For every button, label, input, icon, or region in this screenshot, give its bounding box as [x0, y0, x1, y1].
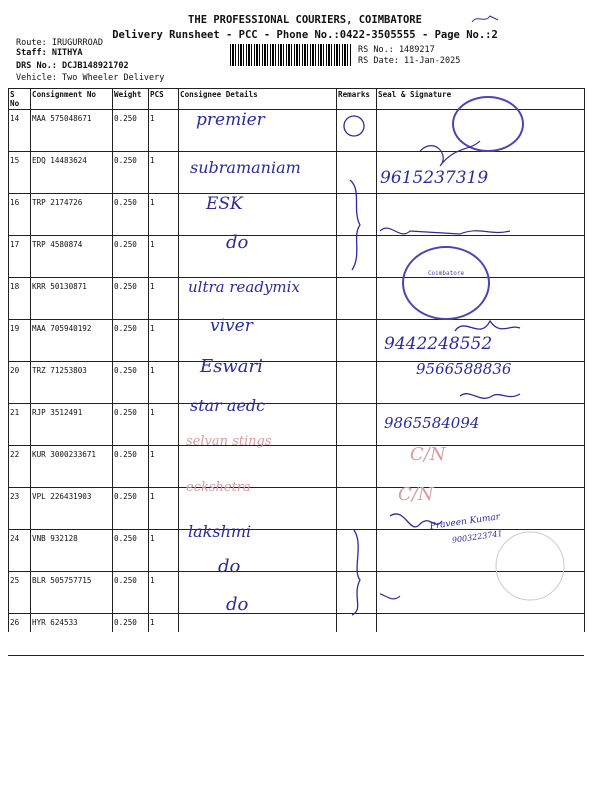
table-row: 23 VPL 226431903 0.250 1	[8, 488, 584, 530]
cn-mark: C/N	[410, 444, 446, 465]
route-label: Route: IRUGURROAD	[16, 38, 103, 48]
rs-number: RS No.: 1489217	[358, 45, 435, 55]
staff-label: Staff: NITHYA	[16, 48, 83, 58]
table-row: 17 TRP 4580874 0.250 1	[8, 236, 584, 278]
handwritten-phone: 9615237319	[380, 168, 489, 188]
handwritten-consignee: Eswari	[200, 356, 263, 377]
table-row: 15 EDQ 14483624 0.250 1	[8, 152, 584, 194]
rs-date: RS Date: 11-Jan-2025	[358, 56, 461, 66]
col-consignee: Consignee Details	[178, 89, 336, 110]
handwritten-phone: 9442248552	[384, 334, 493, 354]
table-row: 19 MAA 705940192 0.250 1	[8, 320, 584, 362]
table-row: 25 BLR 505757715 0.250 1	[8, 572, 584, 614]
col-remarks: Remarks	[336, 89, 376, 110]
col-pcs: PCS	[148, 89, 178, 110]
signature-scribbles	[380, 96, 590, 616]
handwritten-consignee: ESK	[206, 194, 243, 214]
handwritten-consignee: do	[226, 232, 249, 253]
runsheet-subtitle: Delivery Runsheet - PCC - Phone No.:0422-3505555 - Page No.:2	[112, 29, 498, 41]
handwritten-consignee: subramaniam	[190, 158, 301, 177]
cn-mark: C/N	[398, 484, 434, 505]
col-signature: Seal & Signature	[376, 89, 584, 110]
column-divider	[148, 88, 149, 632]
handwritten-consignee: star aedc	[190, 396, 266, 415]
handwritten-consignee: lakshmi	[188, 522, 252, 541]
handwritten-phone: 9566588836	[416, 360, 512, 378]
handwritten-consignee: premier	[196, 110, 265, 130]
corner-scribble	[470, 12, 500, 26]
table-row: 22 KUR 3000233671 0.250 1	[8, 446, 584, 488]
table-row: 18 KRR 50130871 0.250 1	[8, 278, 584, 320]
table-row: 14 MAA 575048671 0.250 1	[8, 110, 584, 152]
stamp-text: Coimbatore	[427, 270, 465, 277]
handwritten-consignee: do	[226, 594, 249, 615]
handwritten-consignee: do	[218, 556, 241, 577]
column-divider	[30, 88, 31, 632]
vehicle-label: Vehicle: Two Wheeler Delivery	[16, 73, 165, 83]
col-consignment: Consignment No	[30, 89, 112, 110]
table-row: 16 TRP 2174726 0.250 1	[8, 194, 584, 236]
table-row: 26 HYR 624533 0.250 1	[8, 614, 584, 656]
drs-label: DRS No.: DCJB148921702	[16, 61, 129, 71]
handwritten-consignee: eckshetra	[186, 480, 251, 495]
handwritten-consignee: viver	[210, 316, 253, 336]
handwritten-consignee: selvan stings	[186, 434, 272, 449]
table-border-left	[8, 88, 9, 632]
handwritten-phone: 9865584094	[384, 414, 480, 432]
col-weight: Weight	[112, 89, 148, 110]
column-divider	[178, 88, 179, 632]
table-row: 20 TRZ 71253803 0.250 1	[8, 362, 584, 404]
column-divider	[112, 88, 113, 632]
handwritten-signature-name: Praveen Kumar	[429, 512, 501, 532]
barcode	[230, 44, 352, 66]
handwritten-signature-phone: 9003223741	[451, 528, 504, 545]
col-sno: S No	[8, 89, 30, 110]
company-title: THE PROFESSIONAL COURIERS, COIMBATORE	[188, 14, 422, 26]
table-row: 24 VNB 932128 0.250 1	[8, 530, 584, 572]
table-row: 21 RJP 3512491 0.250 1	[8, 404, 584, 446]
handwritten-consignee: ultra readymix	[188, 278, 300, 296]
